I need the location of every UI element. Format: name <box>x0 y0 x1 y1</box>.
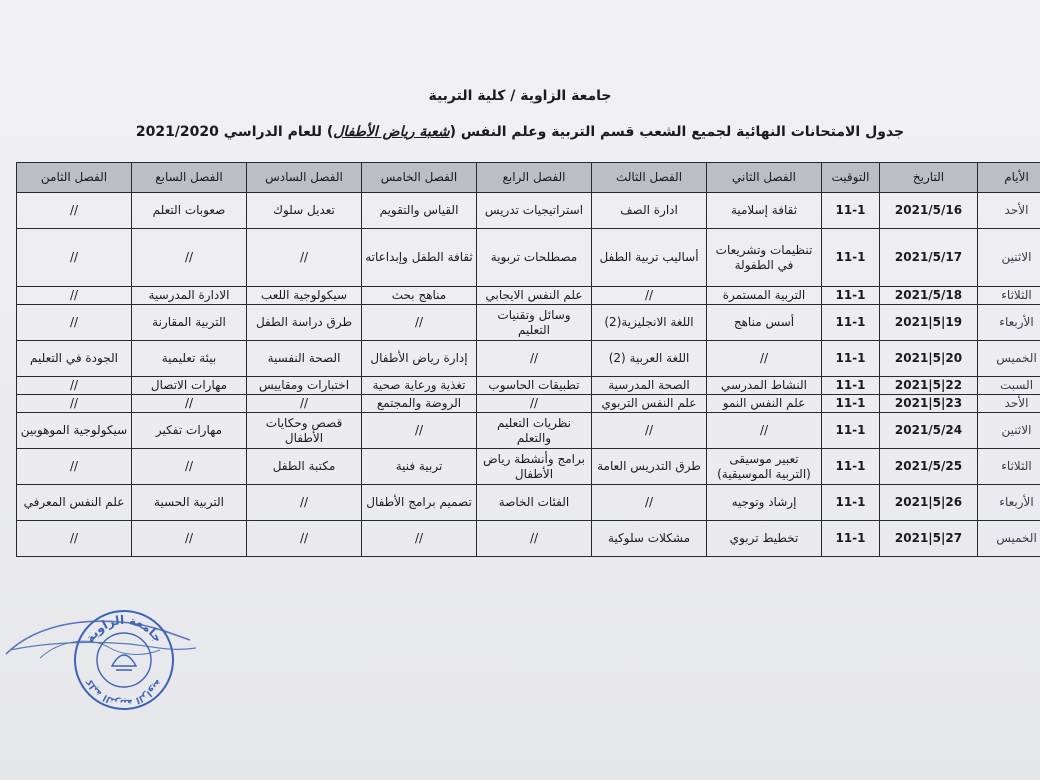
cell-semester-7: التربية الحسية <box>132 485 247 521</box>
cell-semester-2: تنظيمات وتشريعات في الطفولة <box>707 229 822 287</box>
cell-semester-4: برامج وأنشطة رياض الأطفال <box>477 449 592 485</box>
column-header-semester-6: الفصل السادس <box>247 163 362 193</box>
column-header-semester-5: الفصل الخامس <box>362 163 477 193</box>
cell-semester-7: صعوبات التعلم <box>132 193 247 229</box>
cell-time: 11-1 <box>822 287 880 305</box>
cell-semester-5: ثقافة الطفل وإبداعاته <box>362 229 477 287</box>
cell-semester-8: // <box>17 193 132 229</box>
table-row <box>17 193 1040 229</box>
cell-semester-4: الفئات الخاصة <box>477 485 592 521</box>
cell-semester-3: // <box>592 287 707 305</box>
cell-time: 11-1 <box>822 193 880 229</box>
cell-semester-7: التربية المقارنة <box>132 305 247 341</box>
cell-semester-3: // <box>592 485 707 521</box>
table-row <box>17 305 1040 341</box>
cell-semester-6: // <box>247 521 362 557</box>
cell-semester-6: // <box>247 395 362 413</box>
cell-semester-6: تعديل سلوك <box>247 193 362 229</box>
cell-semester-7: مهارات تفكير <box>132 413 247 449</box>
cell-semester-4: // <box>477 521 592 557</box>
cell-day: الأحد <box>978 193 1040 229</box>
cell-date: 2021/5/17 <box>880 229 978 287</box>
cell-semester-4: // <box>477 395 592 413</box>
cell-semester-8: // <box>17 449 132 485</box>
table-row <box>17 395 1040 413</box>
cell-semester-3: مشكلات سلوكية <box>592 521 707 557</box>
cell-semester-2: تخطيط تربوي <box>707 521 822 557</box>
page-subtitle <box>0 124 1040 140</box>
subtitle-emphasis: شعبة رياض الأطفال <box>333 124 450 140</box>
cell-semester-5: الروضة والمجتمع <box>362 395 477 413</box>
cell-semester-6: // <box>247 485 362 521</box>
cell-day: الثلاثاء <box>978 449 1040 485</box>
cell-date: 2021/5/24 <box>880 413 978 449</box>
cell-semester-8: // <box>17 377 132 395</box>
cell-date: 2021/5/16 <box>880 193 978 229</box>
cell-date: 2021|5|26 <box>880 485 978 521</box>
cell-semester-3: أساليب تربية الطفل <box>592 229 707 287</box>
column-header-days: الأيام <box>978 163 1040 193</box>
cell-date: 2021/5/18 <box>880 287 978 305</box>
column-header-semester-7: الفصل السابع <box>132 163 247 193</box>
cell-semester-6: سيكولوجية اللعب <box>247 287 362 305</box>
cell-semester-5: تصميم برامج الأطفال <box>362 485 477 521</box>
cell-day: الاثنين <box>978 229 1040 287</box>
cell-semester-8: الجودة في التعليم <box>17 341 132 377</box>
cell-semester-5: مناهج بحث <box>362 287 477 305</box>
cell-semester-6: مكتبة الطفل <box>247 449 362 485</box>
cell-semester-8: // <box>17 521 132 557</box>
stamp-inner-ring <box>97 633 151 687</box>
cell-date: 2021/5/25 <box>880 449 978 485</box>
cell-semester-6: // <box>247 229 362 287</box>
cell-semester-8: سيكولوجية الموهوبين <box>17 413 132 449</box>
cell-semester-2: علم النفس النمو <box>707 395 822 413</box>
cell-semester-8: علم النفس المعرفي <box>17 485 132 521</box>
cell-day: السبت <box>978 377 1040 395</box>
cell-semester-8: // <box>17 395 132 413</box>
stamp-emblem <box>112 655 136 670</box>
cell-semester-3: // <box>592 413 707 449</box>
cell-semester-6: قصص وحكايات الأطفال <box>247 413 362 449</box>
cell-semester-4: علم النفس الايجابي <box>477 287 592 305</box>
cell-semester-2: ثقافة إسلامية <box>707 193 822 229</box>
column-header-time: التوقيت <box>822 163 880 193</box>
cell-semester-2: التربية المستمرة <box>707 287 822 305</box>
cell-semester-3: علم النفس التربوي <box>592 395 707 413</box>
table-body <box>17 193 1040 557</box>
cell-semester-2: النشاط المدرسي <box>707 377 822 395</box>
cell-semester-2: // <box>707 341 822 377</box>
table-row <box>17 229 1040 287</box>
cell-date: 2021|5|23 <box>880 395 978 413</box>
cell-day: الخميس <box>978 521 1040 557</box>
cell-time: 11-1 <box>822 395 880 413</box>
cell-semester-4: نظريات التعليم والتعلم <box>477 413 592 449</box>
cell-semester-4: // <box>477 341 592 377</box>
cell-semester-2: // <box>707 413 822 449</box>
exam-schedule-table <box>16 162 1040 557</box>
cell-semester-7: // <box>132 229 247 287</box>
cell-day: الثلاثاء <box>978 287 1040 305</box>
cell-date: 2021|5|27 <box>880 521 978 557</box>
cell-day: الأربعاء <box>978 485 1040 521</box>
cell-semester-4: وسائل وتقنيات التعليم <box>477 305 592 341</box>
cell-date: 2021|5|19 <box>880 305 978 341</box>
cell-time: 11-1 <box>822 341 880 377</box>
column-header-semester-8: الفصل الثامن <box>17 163 132 193</box>
cell-time: 11-1 <box>822 377 880 395</box>
cell-day: الاثنين <box>978 413 1040 449</box>
cell-semester-5: // <box>362 521 477 557</box>
cell-semester-2: أسس مناهج <box>707 305 822 341</box>
cell-semester-4: مصطلحات تربوية <box>477 229 592 287</box>
column-header-date: التاريخ <box>880 163 978 193</box>
cell-semester-4: تطبيقات الحاسوب <box>477 377 592 395</box>
cell-date: 2021|5|22 <box>880 377 978 395</box>
page-title: جامعة الزاوية / كلية التربية <box>428 88 612 104</box>
cell-semester-3: الصحة المدرسية <box>592 377 707 395</box>
cell-semester-8: // <box>17 229 132 287</box>
cell-date: 2021|5|20 <box>880 341 978 377</box>
column-header-semester-4: الفصل الرابع <box>477 163 592 193</box>
cell-semester-7: بيئة تعليمية <box>132 341 247 377</box>
stamp-text-top: جامعة الزاوية <box>82 612 166 645</box>
cell-semester-2: تعبير موسيقى (التربية الموسيقية) <box>707 449 822 485</box>
table-row <box>17 485 1040 521</box>
cell-time: 11-1 <box>822 485 880 521</box>
cell-semester-4: استراتيجيات تدريس <box>477 193 592 229</box>
table-row <box>17 449 1040 485</box>
cell-time: 11-1 <box>822 305 880 341</box>
subtitle-before: جدول الامتحانات النهائية لجميع الشعب قسم التربية وعلم النفس ( <box>449 124 905 140</box>
cell-time: 11-1 <box>822 229 880 287</box>
cell-semester-7: // <box>132 449 247 485</box>
cell-semester-6: الصحة النفسية <box>247 341 362 377</box>
cell-day: الأربعاء <box>978 305 1040 341</box>
stamp-text-bottom: كلية التربية الزاوية <box>84 677 164 708</box>
cell-semester-3: ادارة الصف <box>592 193 707 229</box>
cell-semester-5: القياس والتقويم <box>362 193 477 229</box>
column-header-semester-3: الفصل الثالث <box>592 163 707 193</box>
table-row <box>17 287 1040 305</box>
table-row <box>17 413 1040 449</box>
cell-semester-5: إدارة رياض الأطفال <box>362 341 477 377</box>
table-header-row <box>17 163 1040 193</box>
official-stamp <box>72 608 176 712</box>
cell-semester-8: // <box>17 305 132 341</box>
cell-semester-7: الادارة المدرسية <box>132 287 247 305</box>
cell-time: 11-1 <box>822 449 880 485</box>
cell-semester-8: // <box>17 287 132 305</box>
cell-semester-5: تغذية ورعاية صحية <box>362 377 477 395</box>
table-row <box>17 377 1040 395</box>
subtitle-after: ) للعام الدراسي 2021/2020 <box>135 124 334 140</box>
table-row <box>17 341 1040 377</box>
table-row <box>17 521 1040 557</box>
cell-semester-7: // <box>132 521 247 557</box>
cell-semester-2: إرشاد وتوجيه <box>707 485 822 521</box>
cell-semester-5: // <box>362 413 477 449</box>
cell-semester-6: طرق دراسة الطفل <box>247 305 362 341</box>
cell-time: 11-1 <box>822 413 880 449</box>
cell-semester-5: // <box>362 305 477 341</box>
cell-semester-6: اختبارات ومقاييس <box>247 377 362 395</box>
cell-semester-3: طرق التدريس العامة <box>592 449 707 485</box>
cell-day: الأحد <box>978 395 1040 413</box>
cell-semester-7: مهارات الاتصال <box>132 377 247 395</box>
column-header-semester-2: الفصل الثاني <box>707 163 822 193</box>
cell-semester-3: اللغة العربية (2) <box>592 341 707 377</box>
cell-semester-7: // <box>132 395 247 413</box>
cell-semester-5: تربية فنية <box>362 449 477 485</box>
cell-time: 11-1 <box>822 521 880 557</box>
cell-day: الخميس <box>978 341 1040 377</box>
cell-semester-3: اللغة الانجليزية(2) <box>592 305 707 341</box>
